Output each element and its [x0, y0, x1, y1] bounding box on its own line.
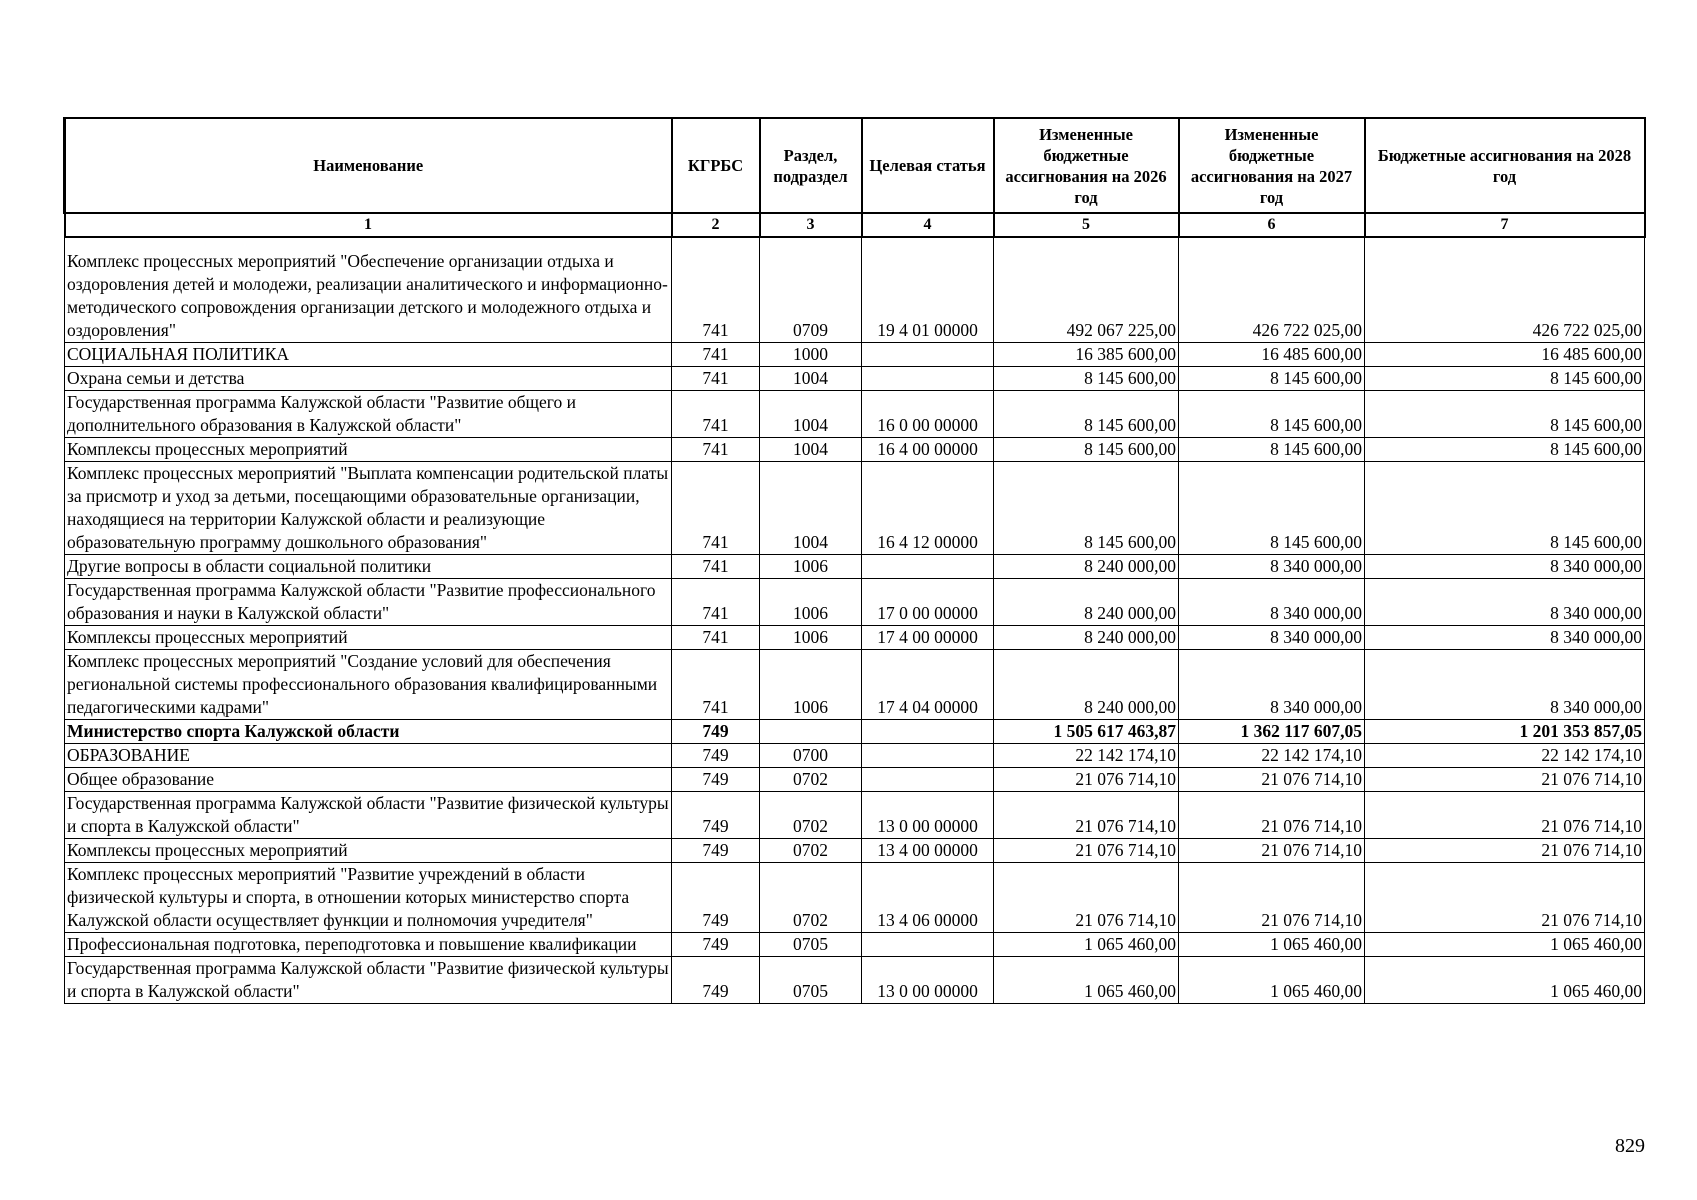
row-value-2026: 8 145 600,00 [994, 462, 1179, 555]
row-value-2026: 1 065 460,00 [994, 933, 1179, 957]
column-number: 4 [862, 213, 994, 237]
row-target: 16 0 00 00000 [862, 391, 994, 438]
row-value-2028: 21 076 714,10 [1365, 839, 1645, 863]
row-name: Другие вопросы в области социальной политики [65, 555, 672, 579]
row-value-2028: 8 145 600,00 [1365, 462, 1645, 555]
row-value-2027: 21 076 714,10 [1179, 792, 1365, 839]
row-value-2028: 1 065 460,00 [1365, 957, 1645, 1004]
row-name: Комплексы процессных мероприятий [65, 626, 672, 650]
row-value-2027: 16 485 600,00 [1179, 343, 1365, 367]
row-section [760, 720, 862, 744]
row-section: 1004 [760, 391, 862, 438]
row-target: 13 4 00 00000 [862, 839, 994, 863]
row-name: Комплексы процессных мероприятий [65, 839, 672, 863]
row-kgrbs: 741 [672, 391, 760, 438]
row-value-2026: 8 240 000,00 [994, 555, 1179, 579]
row-value-2028: 8 340 000,00 [1365, 555, 1645, 579]
header-2026: Измененные бюджетные ассигнования на 2026 год [994, 118, 1179, 213]
column-number: 5 [994, 213, 1179, 237]
row-value-2027: 1 065 460,00 [1179, 957, 1365, 1004]
row-section: 0702 [760, 839, 862, 863]
row-value-2028: 1 201 353 857,05 [1365, 720, 1645, 744]
header-section: Раздел, подраздел [760, 118, 862, 213]
row-target: 17 4 00 00000 [862, 626, 994, 650]
row-value-2027: 1 065 460,00 [1179, 933, 1365, 957]
row-value-2027: 8 145 600,00 [1179, 391, 1365, 438]
row-target [862, 343, 994, 367]
row-value-2027: 22 142 174,10 [1179, 744, 1365, 768]
row-value-2028: 21 076 714,10 [1365, 792, 1645, 839]
row-section: 1006 [760, 579, 862, 626]
row-value-2026: 492 067 225,00 [994, 250, 1179, 343]
header-target: Целевая статья [862, 118, 994, 213]
row-target [862, 555, 994, 579]
row-target: 13 0 00 00000 [862, 792, 994, 839]
table-row [65, 957, 1645, 1004]
row-target [862, 933, 994, 957]
row-section: 1006 [760, 555, 862, 579]
row-value-2026: 1 065 460,00 [994, 957, 1179, 1004]
table-row [65, 367, 1645, 391]
table-row [65, 650, 1645, 720]
row-value-2026: 8 145 600,00 [994, 438, 1179, 462]
table-row [65, 626, 1645, 650]
row-section: 0702 [760, 863, 862, 933]
row-value-2027: 21 076 714,10 [1179, 768, 1365, 792]
row-name: Государственная программа Калужской области "Развитие физической культуры и спорта в Калужской области" [65, 792, 672, 839]
row-kgrbs: 741 [672, 650, 760, 720]
row-value-2027: 8 340 000,00 [1179, 650, 1365, 720]
row-name: Общее образование [65, 768, 672, 792]
row-value-2026: 21 076 714,10 [994, 839, 1179, 863]
row-kgrbs: 749 [672, 768, 760, 792]
row-section: 0705 [760, 957, 862, 1004]
table-row [65, 579, 1645, 626]
row-name: ОБРАЗОВАНИЕ [65, 744, 672, 768]
row-kgrbs: 741 [672, 250, 760, 343]
row-target: 13 4 06 00000 [862, 863, 994, 933]
row-name: Министерство спорта Калужской области [65, 720, 672, 744]
row-section: 0705 [760, 933, 862, 957]
table-row [65, 343, 1645, 367]
column-number: 1 [65, 213, 672, 237]
row-kgrbs: 749 [672, 863, 760, 933]
row-kgrbs: 741 [672, 626, 760, 650]
row-target [862, 744, 994, 768]
row-kgrbs: 741 [672, 555, 760, 579]
row-section: 0709 [760, 250, 862, 343]
row-value-2028: 1 065 460,00 [1365, 933, 1645, 957]
row-value-2026: 21 076 714,10 [994, 792, 1179, 839]
table-row [65, 768, 1645, 792]
header-2028: Бюджетные ассигнования на 2028 год [1365, 118, 1645, 213]
table-row [65, 555, 1645, 579]
row-value-2028: 8 340 000,00 [1365, 650, 1645, 720]
table-header-row [65, 118, 1645, 213]
table-row [65, 391, 1645, 438]
row-name: Комплексы процессных мероприятий [65, 438, 672, 462]
table-row [65, 438, 1645, 462]
budget-table [63, 117, 1646, 1004]
row-target: 17 4 04 00000 [862, 650, 994, 720]
row-value-2027: 21 076 714,10 [1179, 863, 1365, 933]
row-value-2027: 1 362 117 607,05 [1179, 720, 1365, 744]
row-value-2028: 426 722 025,00 [1365, 250, 1645, 343]
row-name: Охрана семьи и детства [65, 367, 672, 391]
row-kgrbs: 749 [672, 744, 760, 768]
table-row [65, 792, 1645, 839]
row-kgrbs: 741 [672, 438, 760, 462]
row-target [862, 367, 994, 391]
row-kgrbs: 749 [672, 792, 760, 839]
header-kgrbs: КГРБС [672, 118, 760, 213]
row-value-2028: 8 340 000,00 [1365, 626, 1645, 650]
row-section: 0702 [760, 792, 862, 839]
row-target: 17 0 00 00000 [862, 579, 994, 626]
row-value-2026: 8 240 000,00 [994, 626, 1179, 650]
row-name: Профессиональная подготовка, переподготовка и повышение квалификации [65, 933, 672, 957]
column-number: 2 [672, 213, 760, 237]
row-section: 1004 [760, 367, 862, 391]
row-section: 1006 [760, 650, 862, 720]
row-value-2026: 21 076 714,10 [994, 768, 1179, 792]
row-value-2028: 8 145 600,00 [1365, 438, 1645, 462]
header-name: Наименование [65, 118, 672, 213]
table-row [65, 462, 1645, 555]
row-value-2028: 22 142 174,10 [1365, 744, 1645, 768]
row-kgrbs: 741 [672, 367, 760, 391]
row-value-2026: 21 076 714,10 [994, 863, 1179, 933]
row-section: 0700 [760, 744, 862, 768]
row-kgrbs: 749 [672, 933, 760, 957]
row-target: 13 0 00 00000 [862, 957, 994, 1004]
row-section: 1004 [760, 462, 862, 555]
row-value-2028: 21 076 714,10 [1365, 863, 1645, 933]
row-value-2027: 21 076 714,10 [1179, 839, 1365, 863]
header-2027: Измененные бюджетные ассигнования на 2027 год [1179, 118, 1365, 213]
row-target: 16 4 12 00000 [862, 462, 994, 555]
row-value-2028: 21 076 714,10 [1365, 768, 1645, 792]
row-value-2028: 8 145 600,00 [1365, 391, 1645, 438]
row-value-2027: 8 145 600,00 [1179, 462, 1365, 555]
row-value-2026: 8 145 600,00 [994, 391, 1179, 438]
row-kgrbs: 741 [672, 462, 760, 555]
row-value-2026: 16 385 600,00 [994, 343, 1179, 367]
spacer-row [65, 237, 1645, 250]
row-value-2027: 8 340 000,00 [1179, 626, 1365, 650]
row-value-2027: 8 340 000,00 [1179, 555, 1365, 579]
table-row [65, 250, 1645, 343]
row-kgrbs: 741 [672, 579, 760, 626]
row-name: СОЦИАЛЬНАЯ ПОЛИТИКА [65, 343, 672, 367]
row-value-2027: 426 722 025,00 [1179, 250, 1365, 343]
row-value-2026: 8 145 600,00 [994, 367, 1179, 391]
column-number: 6 [1179, 213, 1365, 237]
row-name: Государственная программа Калужской области "Развитие общего и дополнительного образования в Калужской области" [65, 391, 672, 438]
row-name: Государственная программа Калужской области "Развитие физической культуры и спорта в Калужской области" [65, 957, 672, 1004]
row-name: Комплекс процессных мероприятий "Создание условий для обеспечения региональной системы профессионального образования квалифицированными педагогическими кадрами" [65, 650, 672, 720]
row-kgrbs: 741 [672, 343, 760, 367]
row-value-2026: 1 505 617 463,87 [994, 720, 1179, 744]
row-value-2026: 8 240 000,00 [994, 650, 1179, 720]
row-name: Государственная программа Калужской области "Развитие профессионального образования и науки в Калужской области" [65, 579, 672, 626]
row-value-2026: 22 142 174,10 [994, 744, 1179, 768]
page-number: 829 [1615, 1135, 1645, 1157]
row-value-2028: 16 485 600,00 [1365, 343, 1645, 367]
row-value-2028: 8 145 600,00 [1365, 367, 1645, 391]
row-target: 19 4 01 00000 [862, 250, 994, 343]
row-target [862, 768, 994, 792]
row-section: 1000 [760, 343, 862, 367]
row-target: 16 4 00 00000 [862, 438, 994, 462]
table-row [65, 933, 1645, 957]
row-value-2028: 8 340 000,00 [1365, 579, 1645, 626]
row-value-2027: 8 145 600,00 [1179, 367, 1365, 391]
table-row [65, 863, 1645, 933]
row-section: 1004 [760, 438, 862, 462]
row-section: 1006 [760, 626, 862, 650]
table-row [65, 839, 1645, 863]
row-name: Комплекс процессных мероприятий "Обеспечение организации отдыха и оздоровления детей и молодежи, реализации аналитического и информационно-методического сопровождения организации детского и молодежного отдыха и оздоровления" [65, 250, 672, 343]
column-number: 7 [1365, 213, 1645, 237]
column-number-row [65, 213, 1645, 237]
row-name: Комплекс процессных мероприятий "Развитие учреждений в области физической культуры и спорта, в отношении которых министерство спорта Калужской области осуществляет функции и полномочия учредителя" [65, 863, 672, 933]
row-value-2027: 8 340 000,00 [1179, 579, 1365, 626]
row-kgrbs: 749 [672, 839, 760, 863]
row-kgrbs: 749 [672, 720, 760, 744]
table-row [65, 744, 1645, 768]
table-row [65, 720, 1645, 744]
row-section: 0702 [760, 768, 862, 792]
row-value-2027: 8 145 600,00 [1179, 438, 1365, 462]
row-kgrbs: 749 [672, 957, 760, 1004]
row-name: Комплекс процессных мероприятий "Выплата компенсации родительской платы за присмотр и уход за детьми, посещающими образовательные организации, находящиеся на территории Калужской области и реализующие образовательную программу дошкольного образования" [65, 462, 672, 555]
table-body [65, 237, 1645, 1004]
column-number: 3 [760, 213, 862, 237]
row-value-2026: 8 240 000,00 [994, 579, 1179, 626]
row-target [862, 720, 994, 744]
